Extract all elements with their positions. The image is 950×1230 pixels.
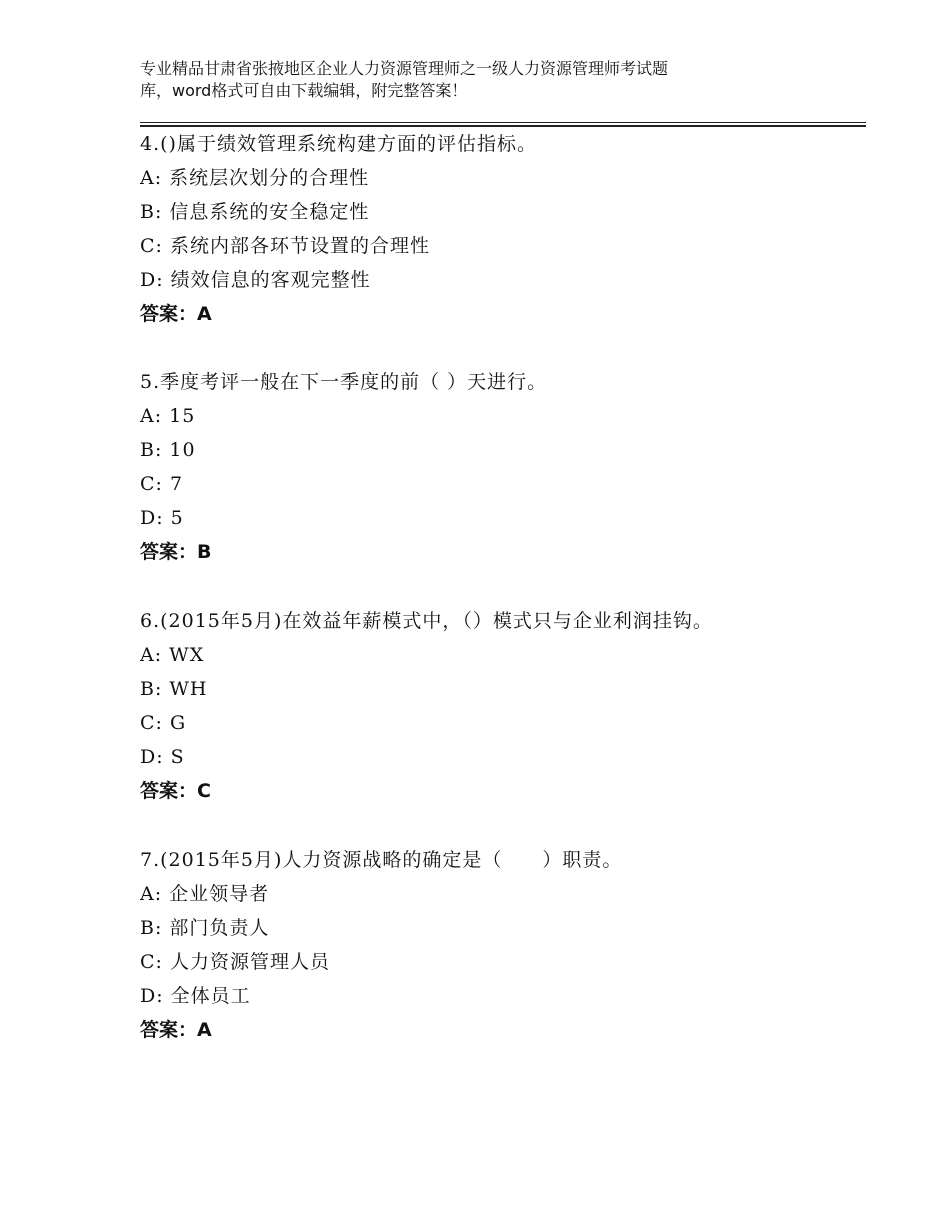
question-4: [140, 127, 866, 331]
answer: 答案：C: [140, 780, 211, 802]
header-line-2: 库，word格式可自由下载编辑，附完整答案！: [140, 81, 468, 100]
option-b: B: 信息系统的安全稳定性: [140, 201, 370, 223]
option-b: B: 部门负责人: [140, 917, 270, 939]
option-d: D: 5: [140, 507, 184, 529]
answer: 答案：B: [140, 541, 212, 563]
option-c: C: 系统内部各环节设置的合理性: [140, 235, 430, 257]
document-header: [140, 58, 840, 102]
header-line-1: 专业精品甘肃省张掖地区企业人力资源管理师之一级人力资源管理师考试题: [140, 59, 669, 78]
question-text: 7.(2015年5月)人力资源战略的确定是（ ）职责。: [140, 849, 623, 871]
option-d: D: 全体员工: [140, 985, 251, 1007]
header-divider-thin: [140, 122, 866, 123]
option-c: C: G: [140, 712, 187, 734]
option-a: A: WX: [140, 644, 205, 666]
answer: 答案：A: [140, 303, 212, 325]
question-text: 5.季度考评一般在下一季度的前（ ）天进行。: [140, 371, 548, 393]
option-c: C: 人力资源管理人员: [140, 951, 330, 973]
question-7: [140, 843, 866, 1047]
question-text: 4.()属于绩效管理系统构建方面的评估指标。: [140, 133, 537, 155]
question-text: 6.(2015年5月)在效益年薪模式中，（）模式只与企业利润挂钩。: [140, 610, 713, 632]
option-d: D: 绩效信息的客观完整性: [140, 269, 371, 291]
answer: 答案：A: [140, 1019, 212, 1041]
option-d: D: S: [140, 746, 185, 768]
question-6: [140, 604, 866, 808]
option-b: B: WH: [140, 678, 208, 700]
option-b: B: 10: [140, 439, 196, 461]
question-5: [140, 365, 866, 569]
option-a: A: 系统层次划分的合理性: [140, 167, 370, 189]
option-c: C: 7: [140, 473, 184, 495]
option-a: A: 企业领导者: [140, 883, 270, 905]
option-a: A: 15: [140, 405, 196, 427]
